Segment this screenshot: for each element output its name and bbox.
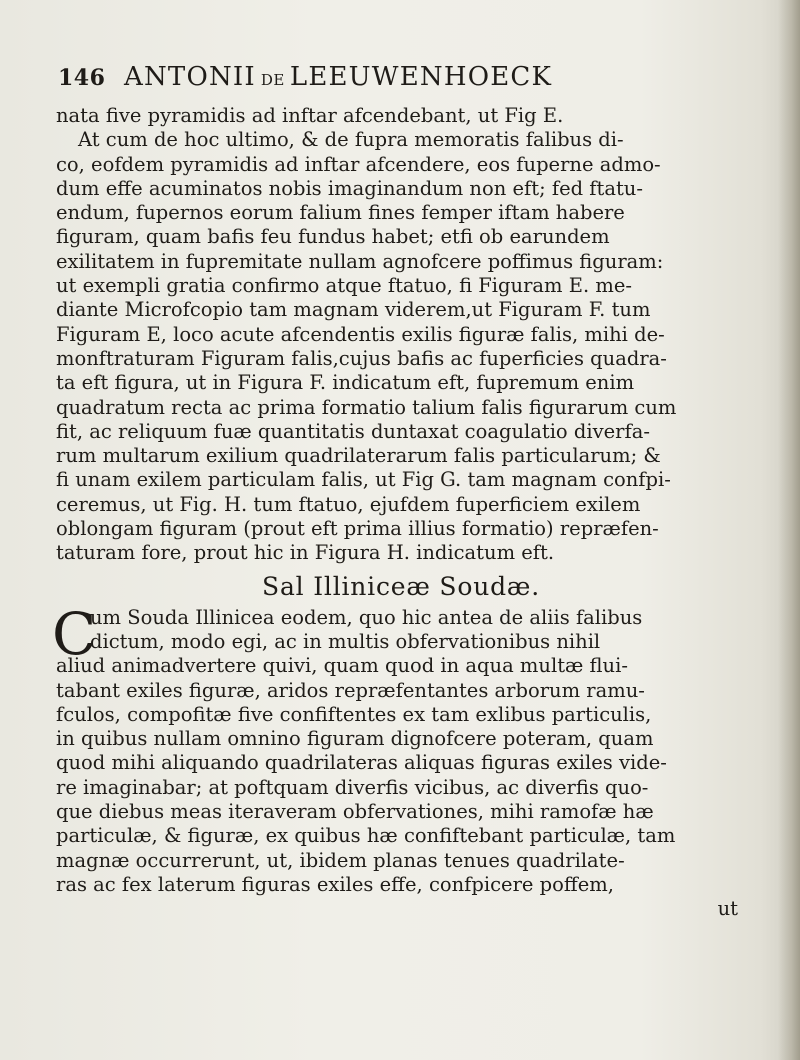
text-line: diante Microfcopio tam magnam viderem,ut Figuram F. tum (56, 298, 651, 322)
text-line: fculos, compofitæ five confiftentes ex tam exlibus particulis, (56, 702, 652, 726)
text-line: que diebus meas iteraveram obfervationes, mihi ramofæ hæ (56, 800, 654, 824)
text-line: endum, fupernos eorum falium fines femper iftam habere (56, 201, 625, 225)
text-line: in quibus nullam omnino figuram dignofcere poteram, quam (56, 727, 654, 751)
text-line: dum effe acuminatos nobis imaginandum non eft; fed ftatu- (56, 176, 643, 200)
text-line: ceremus, ut Fig. H. tum ftatuo, ejufdem fuperficiem exilem (56, 492, 641, 516)
section-heading: Sal Illiniceæ Soudæ. (262, 571, 540, 601)
text-line: quadratum recta ac prima formatio talium falis figurarum cum (56, 395, 677, 419)
paragraph-1 (56, 104, 746, 566)
body-text (52, 104, 746, 922)
paragraph-2 (52, 599, 746, 898)
text-line: quod mihi aliquando quadrilateras aliquas figuras exiles vide- (56, 751, 667, 775)
page-number: 146 (58, 65, 106, 91)
text-line: Figuram E, loco acute afcendentis exilis figuræ falis, mihi de- (56, 322, 665, 346)
text-line: fit, ac reliquum fuæ quantitatis duntaxat coagulatio diverfa- (56, 419, 650, 443)
text-line: oblongam figuram (prout eft prima illius formatio) repræfen- (56, 517, 659, 541)
text-line: re imaginabar; at poftquam diverfis vicibus, ac diverfis quo- (56, 775, 649, 799)
author-particle: DE (260, 71, 285, 89)
text-line: monftraturam Figuram falis,cujus bafis ac fuperficies quadra- (56, 346, 667, 370)
text-line: taturam fore, prout hic in Figura H. indicatum eft. (56, 541, 555, 565)
text-line: um Souda Illinicea eodem, quo hic antea de aliis falibus (90, 605, 643, 629)
catchword: ut (717, 897, 738, 921)
text-line: ut exempli gratia confirmo atque ftatuo, fi Figuram E. me- (56, 274, 632, 298)
text-line: exilitatem in fupremitate nullam agnofcere poffimus figuram: (56, 249, 664, 273)
text-line: co, eofdem pyramidis ad inftar afcendere, eos fuperne admo- (56, 152, 661, 176)
text-line: At cum de hoc ultimo, & de fupra memoratis falibus di- (78, 128, 624, 152)
text-line: ras ac fex laterum figuras exiles effe, confpicere poffem, (56, 872, 614, 896)
author-last-name: LEEUWENHOECK (289, 62, 553, 92)
text-line: figuram, quam bafis feu fundus habet; etfi ob earundem (56, 225, 610, 249)
text-line: particulæ, & figuræ, ex quibus hæ confiftebant particulæ, tam (56, 824, 676, 848)
running-header (58, 62, 728, 102)
page-edge-shadow (778, 0, 800, 1060)
text-line: rum multarum exilium quadrilaterarum falis particularum; & (56, 444, 661, 468)
running-title (124, 62, 552, 92)
text-line: ta eft figura, ut in Figura F. indicatum eft, fupremum enim (56, 371, 635, 395)
author-first-name: ANTONII (124, 62, 256, 92)
text-line: tabant exiles figuræ, aridos repræfentantes arborum ramu- (56, 678, 645, 702)
drop-cap: C (52, 599, 97, 668)
text-line: dictum, modo egi, ac in multis obfervationibus nihil (90, 629, 601, 653)
text-line: magnæ occurrerunt, ut, ibidem planas tenues quadrilate- (56, 848, 625, 872)
text-line: aliud animadvertere quivi, quam quod in aqua multæ flui- (56, 654, 628, 678)
text-line: nata five pyramidis ad inftar afcendebant, ut Fig E. (56, 104, 564, 127)
text-line: fi unam exilem particulam falis, ut Fig G. tam magnam confpi- (56, 468, 671, 492)
